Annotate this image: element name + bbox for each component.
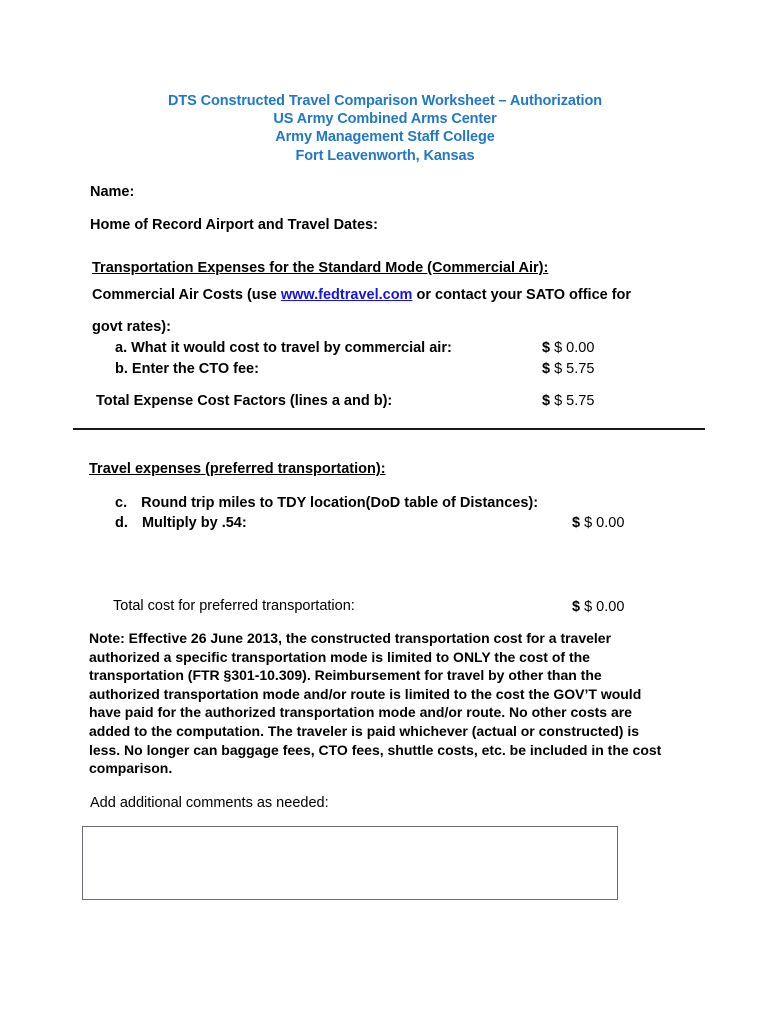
total-preferred-transportation-currency-symbol: $ [572, 599, 581, 615]
commercial-air-costs-line1 [92, 286, 631, 305]
heading-line-4: Fort Leavenworth, Kansas [295, 147, 475, 164]
commercial-air-costs-suffix: or contact your SATO office for [412, 287, 632, 303]
total-expense-cost-factors-amount[interactable] [542, 392, 594, 411]
line-item-a [115, 339, 452, 358]
comments-input[interactable] [82, 826, 618, 900]
heading-line-2: US Army Combined Arms Center [273, 111, 497, 128]
document-heading [0, 92, 770, 165]
line-item-b [115, 360, 259, 379]
line-item-b-label: Enter the CTO fee: [131, 361, 259, 377]
line-item-c-marker: c. [115, 495, 128, 511]
line-item-d-value: $ 0.00 [584, 515, 625, 531]
total-preferred-transportation-value: $ 0.00 [584, 599, 625, 615]
line-item-a-marker: a. [115, 340, 128, 356]
line-item-c [115, 494, 538, 513]
section-title-preferred-transportation: Travel expenses (preferred transportation): [89, 461, 386, 477]
heading-line-1: DTS Constructed Travel Comparison Worksheet – Authorization [168, 93, 602, 109]
line-item-a-currency-symbol: $ [542, 340, 551, 356]
total-expense-cost-factors-value: $ 5.75 [554, 393, 595, 409]
name-field-label: Name: [90, 184, 135, 200]
line-item-b-value: $ 5.75 [554, 361, 595, 377]
line-item-b-currency-symbol: $ [542, 361, 551, 377]
comments-label: Add additional comments as needed: [90, 795, 329, 811]
commercial-air-costs-line2: govt rates): [92, 319, 171, 335]
heading-line-3: Army Management Staff College [275, 129, 495, 146]
section-divider [73, 428, 705, 430]
line-item-b-amount[interactable] [542, 360, 594, 379]
commercial-air-costs-prefix: Commercial Air Costs (use [92, 287, 281, 303]
line-item-d-label: Multiply by .54: [141, 515, 247, 531]
line-item-c-label: Round trip miles to TDY location(DoD table of Distances): [141, 495, 539, 511]
total-preferred-transportation-amount[interactable] [572, 598, 624, 617]
line-item-a-amount[interactable] [542, 339, 594, 358]
line-item-d-currency-symbol: $ [572, 515, 581, 531]
policy-note: Note: Effective 26 June 2013, the constructed transportation cost for a traveler authorized a specific transportation mode is limited to ONLY the cost of the transportation (FTR §301-10.309). Reimbursement for travel by other than the authorized transportation mode and/or route is limited to the cost the GOV’T would have paid for the authorized transportation mode and/or route. No other costs are added to the computation. The traveler is paid whichever (actual or constructed) is less. No longer can baggage fees, CTO fees, shuttle costs, etc. be included in the cost comparison. [89, 630, 662, 777]
total-preferred-transportation-label: Total cost for preferred transportation: [113, 598, 355, 614]
total-expense-cost-factors-label: Total Expense Cost Factors (lines a and b): [96, 393, 393, 409]
line-item-b-marker: b. [115, 361, 128, 377]
section-title-standard-mode: Transportation Expenses for the Standard Mode (Commercial Air): [92, 260, 549, 276]
line-item-d-amount[interactable] [572, 514, 624, 533]
line-item-a-value: $ 0.00 [554, 340, 595, 356]
line-item-d-marker: d. [115, 515, 128, 531]
line-item-a-label: What it would cost to travel by commercial air: [131, 340, 452, 356]
total-expense-cost-factors-currency-symbol: $ [542, 393, 551, 409]
fedtravel-link[interactable]: www.fedtravel.com [280, 287, 413, 303]
home-of-record-field-label: Home of Record Airport and Travel Dates: [90, 217, 378, 233]
line-item-d [115, 514, 247, 533]
